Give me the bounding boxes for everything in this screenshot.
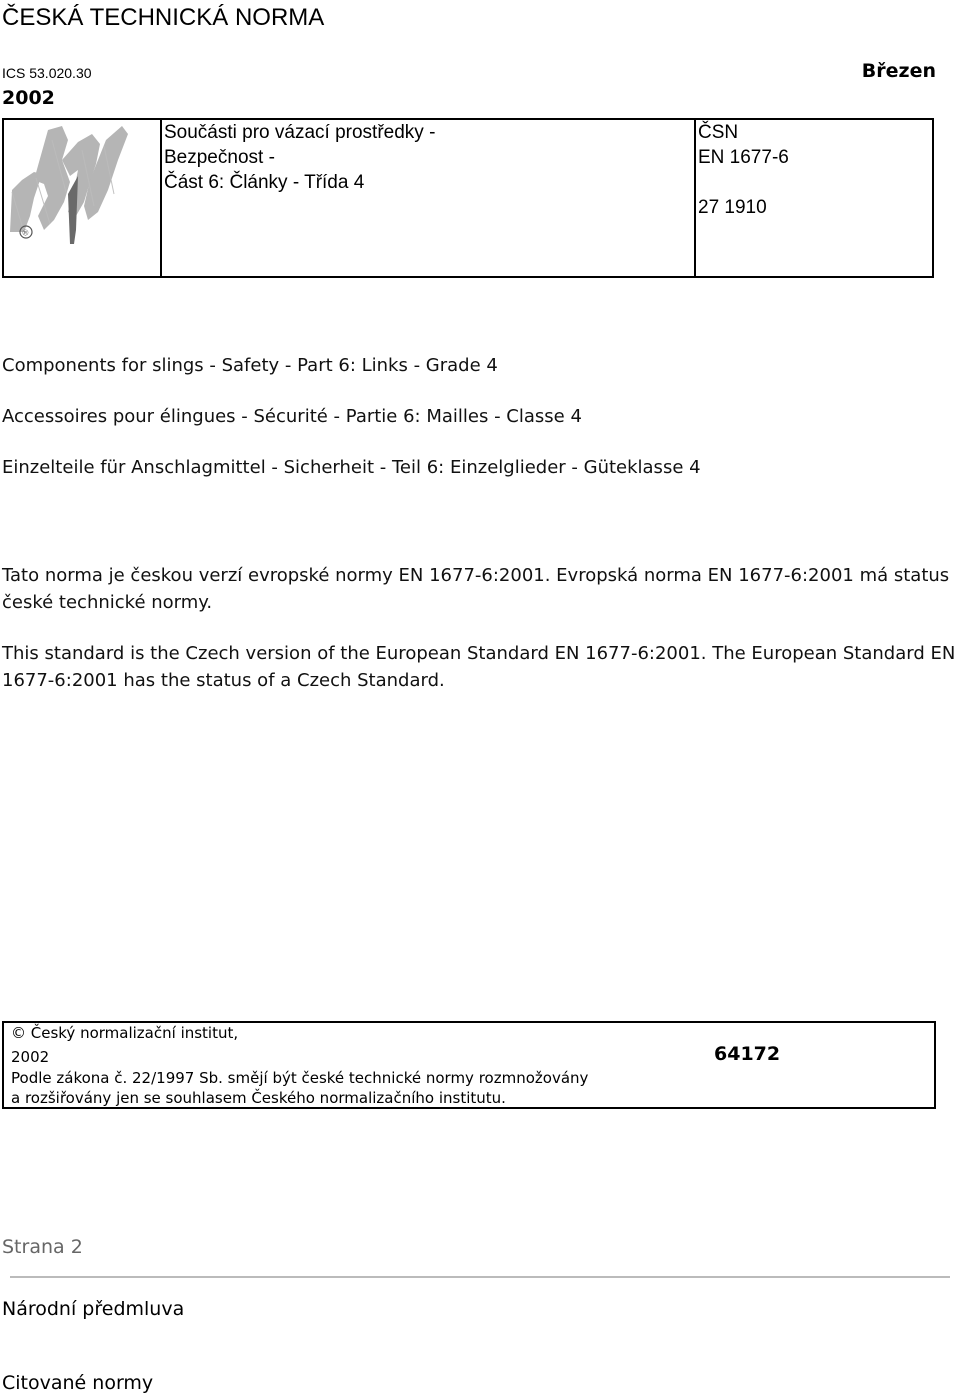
foreword-heading: Národní předmluva bbox=[2, 1298, 185, 1320]
issue-year: 2002 bbox=[2, 87, 55, 109]
header-table bbox=[2, 118, 934, 278]
csn-logo-icon bbox=[4, 120, 158, 276]
page-divider bbox=[10, 1276, 950, 1278]
price-code: 64172 bbox=[714, 1043, 781, 1065]
standard-code-cell bbox=[696, 120, 932, 276]
czech-title-line-2: Bezpečnost - bbox=[164, 147, 275, 168]
copyright-box bbox=[2, 1021, 936, 1109]
page-number-label: Strana 2 bbox=[2, 1236, 83, 1258]
statement-english: This standard is the Czech version of the European Standard EN 1677-6:2001. The European Standard EN 1677-6:2001 has the status of a Czech Standard. bbox=[2, 643, 956, 691]
registered-mark: ® bbox=[22, 228, 29, 238]
cited-standards-heading: Citované normy bbox=[2, 1372, 154, 1394]
title-german: Einzelteile für Anschlagmittel - Sicherheit - Teil 6: Einzelglieder - Güteklasse 4 bbox=[2, 457, 701, 478]
czech-title-line-1: Součásti pro vázací prostředky - bbox=[164, 122, 436, 143]
document-title: ČESKÁ TECHNICKÁ NORMA bbox=[2, 4, 325, 31]
logo-cell bbox=[4, 120, 162, 276]
czech-title-cell bbox=[162, 120, 696, 276]
law-line-2: a rozšiřovány jen se souhlasem Českého normalizačního institutu. bbox=[11, 1089, 506, 1107]
copyright-line: © Český normalizační institut, bbox=[11, 1024, 239, 1042]
csn-label: ČSN bbox=[698, 122, 739, 143]
title-french: Accessoires pour élingues - Sécurité - Partie 6: Mailles - Classe 4 bbox=[2, 406, 582, 427]
title-english: Components for slings - Safety - Part 6: Links - Grade 4 bbox=[2, 355, 498, 376]
law-line-1: Podle zákona č. 22/1997 Sb. smějí být české technické normy rozmnožovány bbox=[11, 1069, 589, 1087]
en-code: EN 1677-6 bbox=[698, 147, 789, 168]
ics-code: ICS 53.020.30 bbox=[2, 65, 92, 81]
issue-month: Březen bbox=[861, 60, 936, 82]
copyright-year: 2002 bbox=[11, 1048, 50, 1066]
statement-czech: Tato norma je českou verzí evropské normy EN 1677-6:2001. Evropská norma EN 1677-6:2001 má status české technické normy. bbox=[2, 565, 950, 613]
czech-title-line-3: Část 6: Články - Třída 4 bbox=[164, 172, 365, 193]
class-number: 27 1910 bbox=[698, 197, 767, 218]
